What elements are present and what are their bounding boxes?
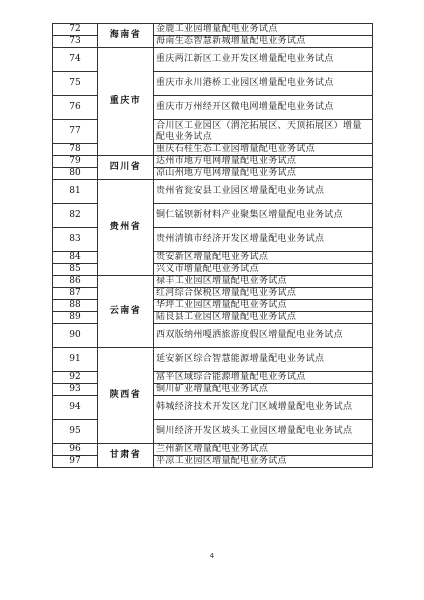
province-cell: 海南省: [98, 24, 154, 48]
row-number: 94: [53, 396, 98, 420]
pilot-name: 达州市地方电网增量配电业务试点: [154, 156, 373, 168]
row-number: 89: [53, 312, 98, 324]
row-number: 88: [53, 300, 98, 312]
row-number: 81: [53, 180, 98, 204]
province-cell: 四川省: [98, 156, 154, 180]
table-row: [53, 276, 373, 288]
pilot-name: 海南生态智慧新城增量配电业务试点: [154, 36, 373, 48]
row-number: 92: [53, 372, 98, 384]
page-number: 4: [209, 552, 215, 560]
pilot-name: 韩城经济技术开发区龙门区域增量配电业务试点: [154, 396, 373, 420]
pilot-name: 重庆石柱生态工业园增量配电业务试点: [154, 144, 373, 156]
row-number: 96: [53, 444, 98, 456]
row-number: 83: [53, 228, 98, 252]
pilot-name: 贵州省瓮安县工业园区增量配电业务试点: [154, 180, 373, 204]
row-number: 72: [53, 24, 98, 36]
pilot-name: 铜川经济开发区坡头工业园区增量配电业务试点: [154, 420, 373, 444]
row-number: 97: [53, 456, 98, 468]
pilot-name: 重庆市永川港桥工业园区增量配电业务试点: [154, 72, 373, 96]
row-number: 84: [53, 252, 98, 264]
row-number: 95: [53, 420, 98, 444]
pilot-name: 金鹿工业园增量配电业务试点: [154, 24, 373, 36]
row-number: 73: [53, 36, 98, 48]
table-row: [53, 156, 373, 168]
pilot-name: 华坪工业园区增量配电业务试点: [154, 300, 373, 312]
row-number: 85: [53, 264, 98, 276]
pilot-projects-table: [52, 23, 373, 468]
row-number: 75: [53, 72, 98, 96]
province-cell: 贵州省: [98, 180, 154, 276]
pilot-name: 重庆两江新区工业开发区增量配电业务试点: [154, 48, 373, 72]
row-number: 90: [53, 324, 98, 348]
pilot-name: 贵安新区增量配电业务试点: [154, 252, 373, 264]
table-row: [53, 24, 373, 36]
pilot-name: 铜仁锰钡新材料产业聚集区增量配电业务试点: [154, 204, 373, 228]
row-number: 78: [53, 144, 98, 156]
pilot-name: 延安新区综合智慧能源增量配电业务试点: [154, 348, 373, 372]
pilot-name: 重庆市万州经开区微电网增量配电业务试点: [154, 96, 373, 120]
pilot-name: 西双版纳州嘎洒旅游度假区增量配电业务试点: [154, 324, 373, 348]
pilot-name: 平凉工业园区增量配电业务试点: [154, 456, 373, 468]
pilot-name: 凉山州地方电网增量配电业务试点: [154, 168, 373, 180]
pilot-name: 兰州新区增量配电业务试点: [154, 444, 373, 456]
row-number: 79: [53, 156, 98, 168]
row-number: 93: [53, 384, 98, 396]
row-number: 86: [53, 276, 98, 288]
row-number: 77: [53, 120, 98, 144]
pilot-name: 禄丰工业园区增量配电业务试点: [154, 276, 373, 288]
province-cell: 云南省: [98, 276, 154, 348]
row-number: 91: [53, 348, 98, 372]
pilot-name: 合川区工业园区（渭沱拓展区、天顶拓展区）增量配电业务试点: [154, 120, 373, 144]
row-number: 76: [53, 96, 98, 120]
table-row: [53, 444, 373, 456]
pilot-name: 红河综合保税区增量配电业务试点: [154, 288, 373, 300]
province-cell: 重庆市: [98, 48, 154, 156]
pilot-name: 兴义市增量配电业务试点: [154, 264, 373, 276]
province-cell: 陕西省: [98, 348, 154, 444]
pilot-name: 贵州清镇市经济开发区增量配电业务试点: [154, 228, 373, 252]
pilot-name: 铜川矿业增量配电业务试点: [154, 384, 373, 396]
pilot-name: 陆良县工业园区增量配电业务试点: [154, 312, 373, 324]
row-number: 87: [53, 288, 98, 300]
row-number: 82: [53, 204, 98, 228]
table-row: [53, 48, 373, 72]
row-number: 80: [53, 168, 98, 180]
row-number: 74: [53, 48, 98, 72]
table-row: [53, 180, 373, 204]
pilot-name: 富平区域综合能源增量配电业务试点: [154, 372, 373, 384]
table-row: [53, 348, 373, 372]
province-cell: 甘肃省: [98, 444, 154, 468]
